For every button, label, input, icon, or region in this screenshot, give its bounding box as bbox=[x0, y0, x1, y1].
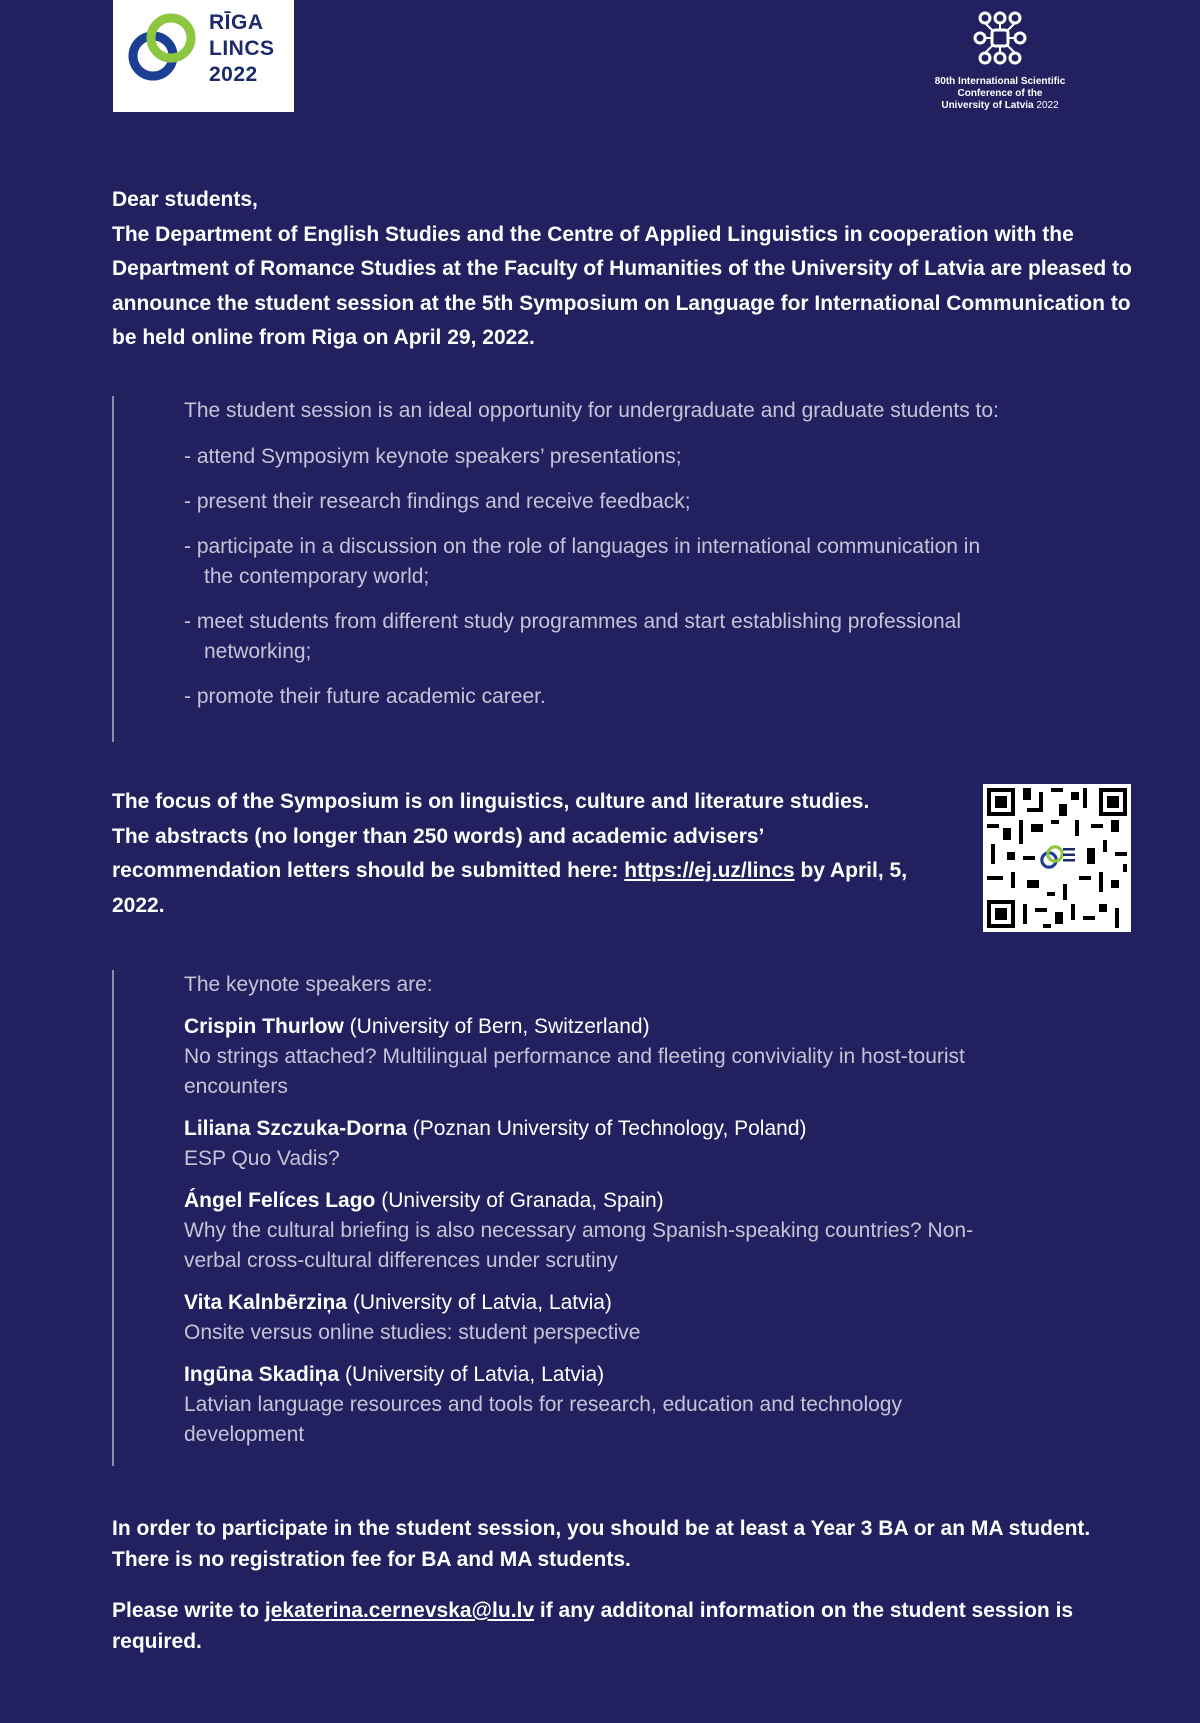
keynotes-block bbox=[112, 970, 1014, 1466]
speaker-name: Ángel Felíces Lago bbox=[184, 1189, 376, 1212]
molecule-network-icon bbox=[970, 8, 1030, 68]
talk-title: No strings attached? Multilingual performance and fleeting conviviality in host-tourist encounters bbox=[184, 1045, 965, 1098]
focus-section bbox=[112, 785, 912, 923]
speaker-affiliation: (Poznan University of Technology, Poland) bbox=[406, 1117, 807, 1140]
talk-title: Why the cultural briefing is also necessary among Spanish-speaking countries? Non-verbal cross-cultural differences under scrutiny bbox=[184, 1219, 974, 1272]
list-item: - attend Symposiym keynote speakers’ presentations; bbox=[184, 445, 682, 468]
qr-code[interactable] bbox=[983, 784, 1131, 932]
speaker-entry bbox=[184, 1012, 1014, 1102]
interlocking-rings-icon bbox=[123, 8, 203, 88]
contact-paragraph: Please write to jekaterina.cernevska@lu.lv if any additonal information on the student session is required. bbox=[112, 1599, 1074, 1653]
greeting: Dear students, bbox=[112, 188, 258, 211]
speaker-affiliation: (University of Granada, Spain) bbox=[375, 1189, 664, 1212]
keynotes-lead: The keynote speakers are: bbox=[184, 973, 433, 996]
list-item: - meet students from different study programmes and start establishing professional networking; bbox=[184, 610, 961, 663]
opportunities-lead: The student session is an ideal opportunity for undergraduate and graduate students to: bbox=[184, 399, 999, 422]
focus-paragraph: The focus of the Symposium is on linguistics, culture and literature studies. The abstracts (no longer than 250 words) and academic advisers’ recommendation letters should be submitted here: https://ej.uz/lincs by April, 5, 2022. bbox=[112, 790, 908, 917]
intro-section bbox=[112, 183, 1152, 356]
closing-section bbox=[112, 1513, 1152, 1677]
submission-link[interactable]: https://ej.uz/lincs bbox=[624, 859, 795, 882]
talk-title: Latvian language resources and tools for research, education and technology development bbox=[184, 1393, 902, 1446]
riga-lincs-logo bbox=[113, 0, 294, 112]
list-item: - present their research findings and receive feedback; bbox=[184, 490, 691, 513]
speaker-affiliation: (University of Bern, Switzerland) bbox=[343, 1015, 650, 1038]
speaker-name: Liliana Szczuka-Dorna bbox=[184, 1117, 407, 1140]
conference-logo bbox=[900, 8, 1100, 128]
contact-email-link[interactable]: jekaterina.cernevska@lu.lv bbox=[264, 1599, 535, 1622]
list-item: - participate in a discussion on the role of languages in international communication in the contemporary world; bbox=[184, 535, 981, 588]
talk-title: ESP Quo Vadis? bbox=[184, 1147, 340, 1170]
logo-text: RĪGA LINCS 2022 bbox=[209, 11, 275, 86]
opportunities-block bbox=[112, 396, 1014, 742]
speaker-entry bbox=[184, 1288, 1014, 1348]
speaker-name: Vita Kalnbērziņa bbox=[184, 1291, 347, 1314]
speaker-affiliation: (University of Latvia, Latvia) bbox=[347, 1291, 612, 1314]
speaker-entry bbox=[184, 1360, 1014, 1450]
conference-caption: 80th International Scientific Conference of the University of Latvia 2022 bbox=[934, 76, 1066, 111]
talk-title: Onsite versus online studies: student perspective bbox=[184, 1321, 641, 1344]
speaker-affiliation: (University of Latvia, Latvia) bbox=[339, 1363, 605, 1386]
eligibility-paragraph: In order to participate in the student session, you should be at least a Year 3 BA or an MA student. There is no registration fee for BA and MA students. bbox=[112, 1517, 1091, 1571]
intro-paragraph: The Department of English Studies and the Centre of Applied Linguistics in cooperation with the Department of Romance Studies at the Faculty of Humanities of the University of Latvia are pleased to announce the student session at the 5th Symposium on Language for International Communication to be held online from Riga on April 29, 2022. bbox=[112, 222, 1132, 349]
speaker-entry bbox=[184, 1186, 1014, 1276]
speaker-name: Crispin Thurlow bbox=[184, 1015, 344, 1038]
speaker-entry bbox=[184, 1114, 1014, 1174]
speaker-name: Ingūna Skadiņa bbox=[184, 1363, 340, 1386]
list-item: - promote their future academic career. bbox=[184, 685, 546, 708]
